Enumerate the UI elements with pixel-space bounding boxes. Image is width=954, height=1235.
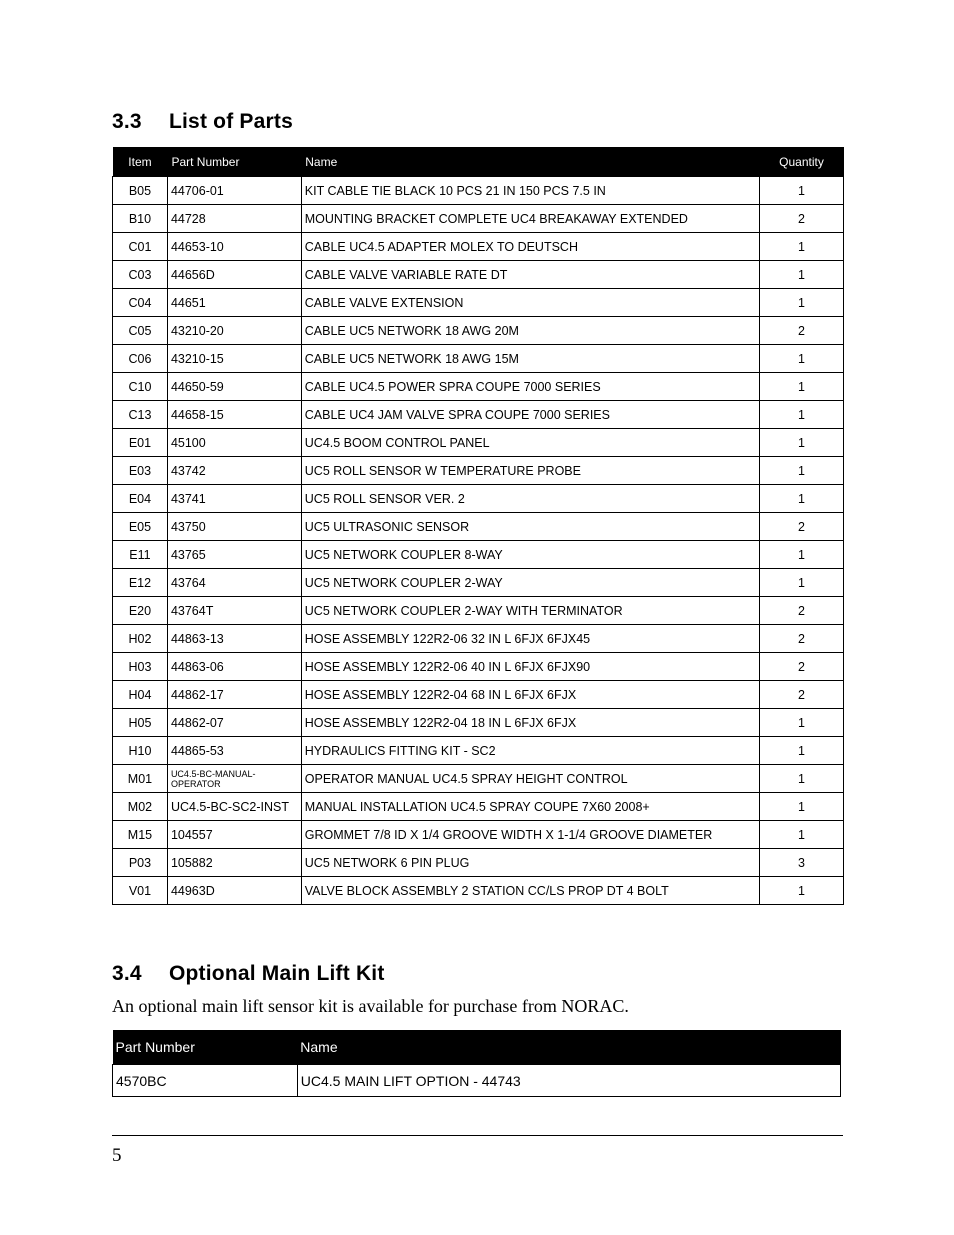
item-cell: V01 bbox=[113, 877, 168, 905]
name-cell: CABLE UC4.5 POWER SPRA COUPE 7000 SERIES bbox=[301, 373, 759, 401]
part-number-cell: 44728 bbox=[167, 205, 301, 233]
name-cell: CABLE UC4 JAM VALVE SPRA COUPE 7000 SERIES bbox=[301, 401, 759, 429]
name-cell: CABLE VALVE VARIABLE RATE DT bbox=[301, 261, 759, 289]
table-row bbox=[113, 205, 844, 233]
section-title: List of Parts bbox=[169, 110, 293, 133]
quantity-cell: 2 bbox=[760, 513, 844, 541]
table-row bbox=[113, 709, 844, 737]
part-number-cell-text: UC4.5-BC-MANUAL-OPERATOR bbox=[170, 768, 256, 789]
part-number-cell: 44862-07 bbox=[167, 709, 301, 737]
part-number-cell: 44650-59 bbox=[167, 373, 301, 401]
part-number-cell: 43764T bbox=[167, 597, 301, 625]
part-number-cell: 44656D bbox=[167, 261, 301, 289]
table-row bbox=[113, 317, 844, 345]
section-heading-list-of-parts bbox=[112, 110, 293, 134]
name-cell: UC5 NETWORK 6 PIN PLUG bbox=[301, 849, 759, 877]
name-cell: HOSE ASSEMBLY 122R2-06 32 IN L 6FJX 6FJX45 bbox=[301, 625, 759, 653]
part-number-cell: 44865-53 bbox=[167, 737, 301, 765]
quantity-cell: 1 bbox=[760, 541, 844, 569]
parts-table bbox=[112, 147, 844, 905]
item-cell: C13 bbox=[113, 401, 168, 429]
table-row bbox=[113, 597, 844, 625]
name-cell: CABLE UC5 NETWORK 18 AWG 15M bbox=[301, 345, 759, 373]
quantity-cell: 1 bbox=[760, 457, 844, 485]
part-number-cell: 43765 bbox=[167, 541, 301, 569]
table-row bbox=[113, 821, 844, 849]
part-number-cell: 43764 bbox=[167, 569, 301, 597]
item-cell: E01 bbox=[113, 429, 168, 457]
lift-kit-intro-text: An optional main lift sensor kit is available for purchase from NORAC. bbox=[112, 996, 629, 1016]
item-cell: H04 bbox=[113, 681, 168, 709]
item-cell: M15 bbox=[113, 821, 168, 849]
part-number-cell: 44963D bbox=[167, 877, 301, 905]
item-cell: H02 bbox=[113, 625, 168, 653]
item-cell: E03 bbox=[113, 457, 168, 485]
quantity-cell: 1 bbox=[760, 569, 844, 597]
table-row bbox=[113, 541, 844, 569]
quantity-cell: 1 bbox=[760, 737, 844, 765]
part-number-cell: 43742 bbox=[167, 457, 301, 485]
quantity-cell: 1 bbox=[760, 261, 844, 289]
quantity-cell: 1 bbox=[760, 485, 844, 513]
table-row bbox=[113, 1065, 841, 1097]
name-cell: HOSE ASSEMBLY 122R2-06 40 IN L 6FJX 6FJX90 bbox=[301, 653, 759, 681]
item-cell: B05 bbox=[113, 177, 168, 205]
name-cell: UC4.5 MAIN LIFT OPTION - 44743 bbox=[297, 1065, 840, 1097]
item-cell: C04 bbox=[113, 289, 168, 317]
name-cell: CABLE UC4.5 ADAPTER MOLEX TO DEUTSCH bbox=[301, 233, 759, 261]
part-number-cell: 44706-01 bbox=[167, 177, 301, 205]
item-cell: E20 bbox=[113, 597, 168, 625]
name-cell: VALVE BLOCK ASSEMBLY 2 STATION CC/LS PROP DT 4 BOLT bbox=[301, 877, 759, 905]
item-cell: H05 bbox=[113, 709, 168, 737]
table-row bbox=[113, 485, 844, 513]
table-row bbox=[113, 569, 844, 597]
quantity-cell: 1 bbox=[760, 345, 844, 373]
name-cell: MANUAL INSTALLATION UC4.5 SPRAY COUPE 7X60 2008+ bbox=[301, 793, 759, 821]
item-cell: E04 bbox=[113, 485, 168, 513]
column-header-item: Item bbox=[113, 147, 168, 177]
item-cell: C06 bbox=[113, 345, 168, 373]
section-number: 3.4 bbox=[112, 962, 142, 985]
part-number-cell: 44863-13 bbox=[167, 625, 301, 653]
quantity-cell: 1 bbox=[760, 709, 844, 737]
part-number-cell: UC4.5-BC-SC2-INST bbox=[167, 793, 301, 821]
quantity-cell: 1 bbox=[760, 233, 844, 261]
lift-table-header-row bbox=[113, 1030, 841, 1065]
part-number-cell: 104557 bbox=[167, 821, 301, 849]
part-number-cell: 4570BC bbox=[113, 1065, 298, 1097]
table-row bbox=[113, 289, 844, 317]
item-cell: E12 bbox=[113, 569, 168, 597]
name-cell: HOSE ASSEMBLY 122R2-04 68 IN L 6FJX 6FJX bbox=[301, 681, 759, 709]
table-row bbox=[113, 737, 844, 765]
table-row bbox=[113, 429, 844, 457]
page-number: 5 bbox=[112, 1145, 122, 1166]
name-cell: HOSE ASSEMBLY 122R2-04 18 IN L 6FJX 6FJX bbox=[301, 709, 759, 737]
quantity-cell: 1 bbox=[760, 793, 844, 821]
item-cell: E11 bbox=[113, 541, 168, 569]
item-cell: C01 bbox=[113, 233, 168, 261]
quantity-cell: 2 bbox=[760, 681, 844, 709]
quantity-cell: 3 bbox=[760, 849, 844, 877]
part-number-cell: 43741 bbox=[167, 485, 301, 513]
quantity-cell: 1 bbox=[760, 429, 844, 457]
quantity-cell: 1 bbox=[760, 373, 844, 401]
quantity-cell: 2 bbox=[760, 653, 844, 681]
section-number: 3.3 bbox=[112, 110, 142, 133]
table-row bbox=[113, 849, 844, 877]
table-row bbox=[113, 177, 844, 205]
name-cell: UC5 NETWORK COUPLER 2-WAY WITH TERMINATOR bbox=[301, 597, 759, 625]
lift-table-body bbox=[113, 1065, 841, 1097]
table-row bbox=[113, 877, 844, 905]
part-number-cell: 43210-15 bbox=[167, 345, 301, 373]
name-cell: UC5 NETWORK COUPLER 8-WAY bbox=[301, 541, 759, 569]
quantity-cell: 2 bbox=[760, 205, 844, 233]
name-cell: UC5 ROLL SENSOR W TEMPERATURE PROBE bbox=[301, 457, 759, 485]
name-cell: UC5 NETWORK COUPLER 2-WAY bbox=[301, 569, 759, 597]
table-row bbox=[113, 513, 844, 541]
item-cell: M01 bbox=[113, 765, 168, 793]
quantity-cell: 1 bbox=[760, 401, 844, 429]
table-row bbox=[113, 261, 844, 289]
quantity-cell: 2 bbox=[760, 317, 844, 345]
table-row bbox=[113, 345, 844, 373]
table-row bbox=[113, 793, 844, 821]
parts-table-body bbox=[113, 177, 844, 905]
quantity-cell: 1 bbox=[760, 289, 844, 317]
part-number-cell: 43750 bbox=[167, 513, 301, 541]
item-cell: M02 bbox=[113, 793, 168, 821]
item-cell: H03 bbox=[113, 653, 168, 681]
item-cell: B10 bbox=[113, 205, 168, 233]
part-number-cell: 44653-10 bbox=[167, 233, 301, 261]
item-cell: E05 bbox=[113, 513, 168, 541]
part-number-cell: 44863-06 bbox=[167, 653, 301, 681]
section-heading-optional-main-lift-kit bbox=[112, 962, 385, 986]
item-cell: C03 bbox=[113, 261, 168, 289]
item-cell: C10 bbox=[113, 373, 168, 401]
table-row bbox=[113, 765, 844, 793]
name-cell: HYDRAULICS FITTING KIT - SC2 bbox=[301, 737, 759, 765]
quantity-cell: 2 bbox=[760, 625, 844, 653]
table-row bbox=[113, 625, 844, 653]
footer-divider bbox=[112, 1135, 843, 1136]
table-row bbox=[113, 457, 844, 485]
column-header-name: Name bbox=[297, 1030, 840, 1065]
table-row bbox=[113, 401, 844, 429]
part-number-cell: 44658-15 bbox=[167, 401, 301, 429]
table-row bbox=[113, 681, 844, 709]
item-cell: C05 bbox=[113, 317, 168, 345]
table-row bbox=[113, 373, 844, 401]
quantity-cell: 1 bbox=[760, 177, 844, 205]
lift-kit-table bbox=[112, 1030, 841, 1097]
name-cell: CABLE UC5 NETWORK 18 AWG 20M bbox=[301, 317, 759, 345]
column-header-quantity: Quantity bbox=[760, 147, 844, 177]
item-cell: H10 bbox=[113, 737, 168, 765]
section-title: Optional Main Lift Kit bbox=[169, 962, 385, 985]
part-number-cell: 44862-17 bbox=[167, 681, 301, 709]
quantity-cell: 1 bbox=[760, 877, 844, 905]
name-cell: UC5 ROLL SENSOR VER. 2 bbox=[301, 485, 759, 513]
quantity-cell: 2 bbox=[760, 597, 844, 625]
part-number-cell bbox=[167, 765, 301, 793]
name-cell: UC4.5 BOOM CONTROL PANEL bbox=[301, 429, 759, 457]
column-header-part-number: Part Number bbox=[113, 1030, 298, 1065]
name-cell: MOUNTING BRACKET COMPLETE UC4 BREAKAWAY EXTENDED bbox=[301, 205, 759, 233]
quantity-cell: 1 bbox=[760, 821, 844, 849]
part-number-cell: 43210-20 bbox=[167, 317, 301, 345]
part-number-cell: 105882 bbox=[167, 849, 301, 877]
name-cell: CABLE VALVE EXTENSION bbox=[301, 289, 759, 317]
part-number-cell: 44651 bbox=[167, 289, 301, 317]
parts-table-header-row bbox=[113, 147, 844, 177]
table-row bbox=[113, 653, 844, 681]
table-row bbox=[113, 233, 844, 261]
item-cell: P03 bbox=[113, 849, 168, 877]
quantity-cell: 1 bbox=[760, 765, 844, 793]
column-header-name: Name bbox=[301, 147, 759, 177]
name-cell: OPERATOR MANUAL UC4.5 SPRAY HEIGHT CONTROL bbox=[301, 765, 759, 793]
name-cell: KIT CABLE TIE BLACK 10 PCS 21 IN 150 PCS 7.5 IN bbox=[301, 177, 759, 205]
part-number-cell: 45100 bbox=[167, 429, 301, 457]
name-cell: UC5 ULTRASONIC SENSOR bbox=[301, 513, 759, 541]
name-cell: GROMMET 7/8 ID X 1/4 GROOVE WIDTH X 1-1/4 GROOVE DIAMETER bbox=[301, 821, 759, 849]
column-header-part-number: Part Number bbox=[167, 147, 301, 177]
